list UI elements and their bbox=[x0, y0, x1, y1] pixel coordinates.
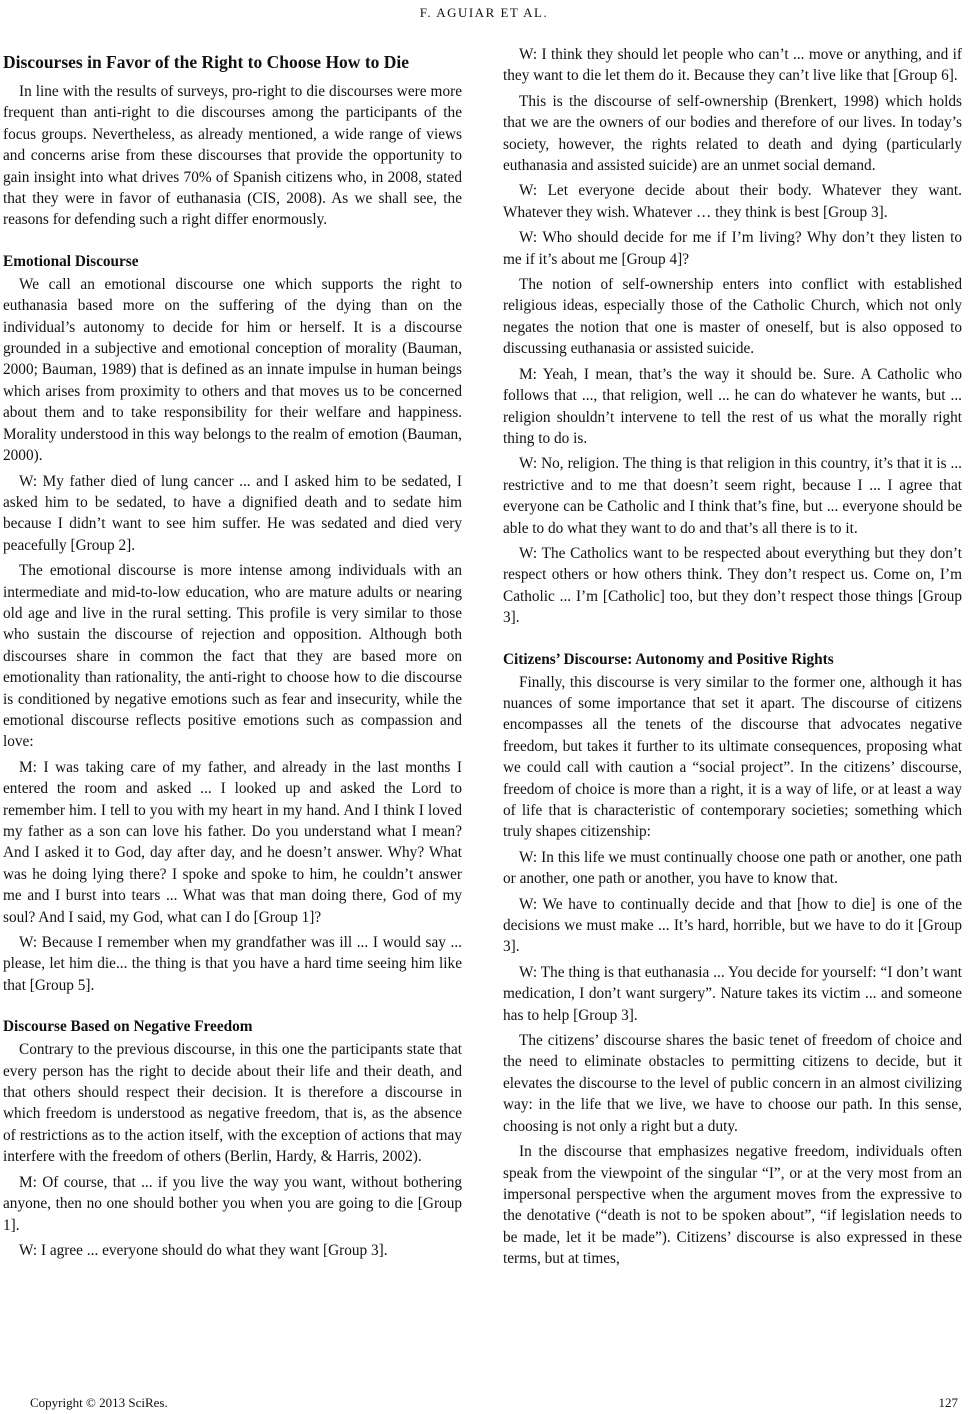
quote: W: Who should decide for me if I’m living? Why don’t they listen to me if it’s about me [Group 4]? bbox=[503, 229, 962, 268]
quote: W: In this life we must continually choose one path or another, one path or another, one path or another, you have to know that. bbox=[503, 848, 962, 888]
paragraph: This is the discourse of self-ownership (Brenkert, 1998) which holds that we are the owners of our bodies and therefore of our lives. In today’s society, however, the rights related to death and dying (particularly euthanasia and assisted suicide) are an unmet social demand. bbox=[503, 92, 962, 175]
copyright-notice: Copyright © 2013 SciRes. bbox=[30, 1395, 168, 1410]
paragraph: Contrary to the previous discourse, in this one the participants state that every person has the right to decide about their life and their death, and that others should respect their decision. It is therefore a discourse in which freedom is understood as negative freedom, that is, as the absence of restrictions as to the action itself, with the exception of actions that may interfere with the freedom of others (Berlin, Hardy, & Harris, 2002). bbox=[3, 1041, 462, 1166]
quote: W: The Catholics want to be respected about everything but they don’t respect others or how others think. They don’t respect us. Come on, I’m Catholic ... I’m [Catholic] too, but they don’t respect those things [Group 3]. bbox=[503, 544, 962, 627]
paragraph: In line with the results of surveys, pro-right to die discourses were more frequent than anti-right to die discourses among the participants of the focus groups. Nevertheless, as already mentioned, a wide range of views and concerns arise from these discourses that provide the opportunity to gain insight into what drives 70% of Spanish citizens who, in 2008, stated that they were in favor of euthanasia (CIS, 2008). As we shall see, the reasons for defending such a right differ enormously. bbox=[3, 83, 462, 229]
quote: M: I was taking care of my father, and already in the last months I entered the room and asked ... I looked up and asked the Lord to remember him. I tell to you with my heart in my hand. And I think I loved my father as a son can love his father. Do you understand what I mean? And I asked it to God, day after day, and he doesn’t answer. Why? What was he doing lying there? I spoke and spoke to him, he couldn’t answer me and I burst into tears ... What was that man doing there, God of my soul? And I said, my God, what can I do [Group 1]? bbox=[3, 758, 462, 926]
quote: W: No, religion. The thing is that religion in this country, it’s that it is ... restrictive and to me that doesn’t seem right, because I ... I agree that everyone can be Catholic and I think that’s fine, but ... everyone should be able to do what they want to do and that’s all there is to it. bbox=[503, 455, 962, 537]
paragraph: The citizens’ discourse shares the basic tenet of freedom of choice and the need to eliminate obstacles to permitting citizens to decide, but it elevates the discourse to the level of public concern in an almost civilizing way: in the life that we live, we have to choose our path. In this sense, choosing is not only a right but a duty. bbox=[503, 1032, 962, 1135]
running-head: F. AGUIAR ET AL. bbox=[419, 5, 549, 20]
page-number: 127 bbox=[938, 1395, 958, 1410]
subsection-heading-citizens: Citizens’ Discourse: Autonomy and Positive Rights bbox=[503, 650, 834, 668]
paragraph: In the discourse that emphasizes negative freedom, individuals often speak from the viewpoint of the singular “I”, or at the very most from an impersonal perspective when the argument moves from the expressive to the denotative (“death is not to be spoken about”, “if legislation needs to be made, let it be made”). Citizens’ discourse is also expressed in these terms, but at times, bbox=[503, 1143, 962, 1268]
quote: W: I agree ... everyone should do what they want [Group 3]. bbox=[19, 1241, 388, 1259]
quote: W: The thing is that euthanasia ... You decide for yourself: “I don’t want medication, I don’t want surgery”. Nature takes its victim ... and someone has to help [Group 3]. bbox=[503, 963, 962, 1024]
quote: W: Because I remember when my grandfather was ill ... I would say ... please, let him die... the thing is that you have a hard time seeing him like that [Group 5]. bbox=[3, 934, 462, 994]
quote: W: We have to continually decide and that [how to die] is one of the decisions we must make ... It’s hard, horrible, but we have to do it [Group 3]. bbox=[503, 895, 962, 956]
left-column bbox=[3, 42, 462, 1261]
paragraph: The emotional discourse is more intense among individuals with an intermediate and mid-to-low education, who are mature adults or nearing old age and live in the rural setting. This profile is very similar to those who sustain the discourse of rejection and opposition. Although both discourses share in common the fact that they are based more on emotionality than rationality, the anti-right to choose how to die discourse is conditioned by negative emotions such as fear and insecurity, while the emotional discourse reflects positive emotions such as compassion and love: bbox=[3, 562, 462, 751]
quote: W: I think they should let people who can’t ... move or anything, and if they want to die let them do it. Because they can’t live like that [Group 6]. bbox=[503, 46, 962, 85]
quote: W: Let everyone decide about their body. Whatever they want. Whatever they wish. Whatever … they think is best [Group 3]. bbox=[503, 182, 962, 221]
quote: M: Yeah, I mean, that’s the way it should be. Sure. A Catholic who follows that ..., that religion, well ... he can do whatever he wants, but ... religion shouldn’t intervene to tell the rest of us what the morally right thing to do is. bbox=[503, 365, 962, 447]
paragraph: Finally, this discourse is very similar to the former one, although it has nuances of some importance that set it apart. The discourse of citizens encompasses all the tenets of the discourse that advocates negative freedom, but takes it further to its ultimate consequences, proposing what we could call with caution a “social project”. In the citizens’ discourse, freedom of choice is more than a right, it is a way of life, or at least a way of life that is characteristic of contemporary societies; something which truly shapes citizenship: bbox=[503, 673, 962, 841]
paragraph: We call an emotional discourse one which supports the right to euthanasia based more on the suffering of the dying than on the individual’s autonomy to decide for him or herself. It is a discourse grounded in a subjective and emotional conception of morality (Bauman, 2000; Bauman, 1989) that is defined as an innate impulse in human beings which arises from proximity to others and that moves us to be concerned about them and to take responsibility for their welfare and happiness. Morality understood in this way belongs to the realm of emotion (Bauman, 2000). bbox=[3, 275, 462, 465]
subsection-heading-negative-freedom: Discourse Based on Negative Freedom bbox=[3, 1018, 253, 1036]
quote: M: Of course, that ... if you live the way you want, without bothering anyone, then no one should bother you when you are going to die [Group 1]. bbox=[3, 1173, 462, 1234]
right-column bbox=[503, 44, 962, 1270]
subsection-heading-emotional: Emotional Discourse bbox=[3, 252, 139, 270]
section-heading: Discourses in Favor of the Right to Choose How to Die bbox=[3, 52, 410, 72]
quote: W: My father died of lung cancer ... and I asked him to be sedated, I asked him to be sedated, to have a dignified death and to sedate him because I didn’t want to see him suffer. He was sedated and died very peacefully [Group 2]. bbox=[3, 472, 462, 554]
paragraph: The notion of self-ownership enters into conflict with established religious ideas, especially those of the Catholic Church, which not only negates the notion that one is master of oneself, but is also opposed to discussing euthanasia or assisted suicide. bbox=[503, 276, 962, 358]
